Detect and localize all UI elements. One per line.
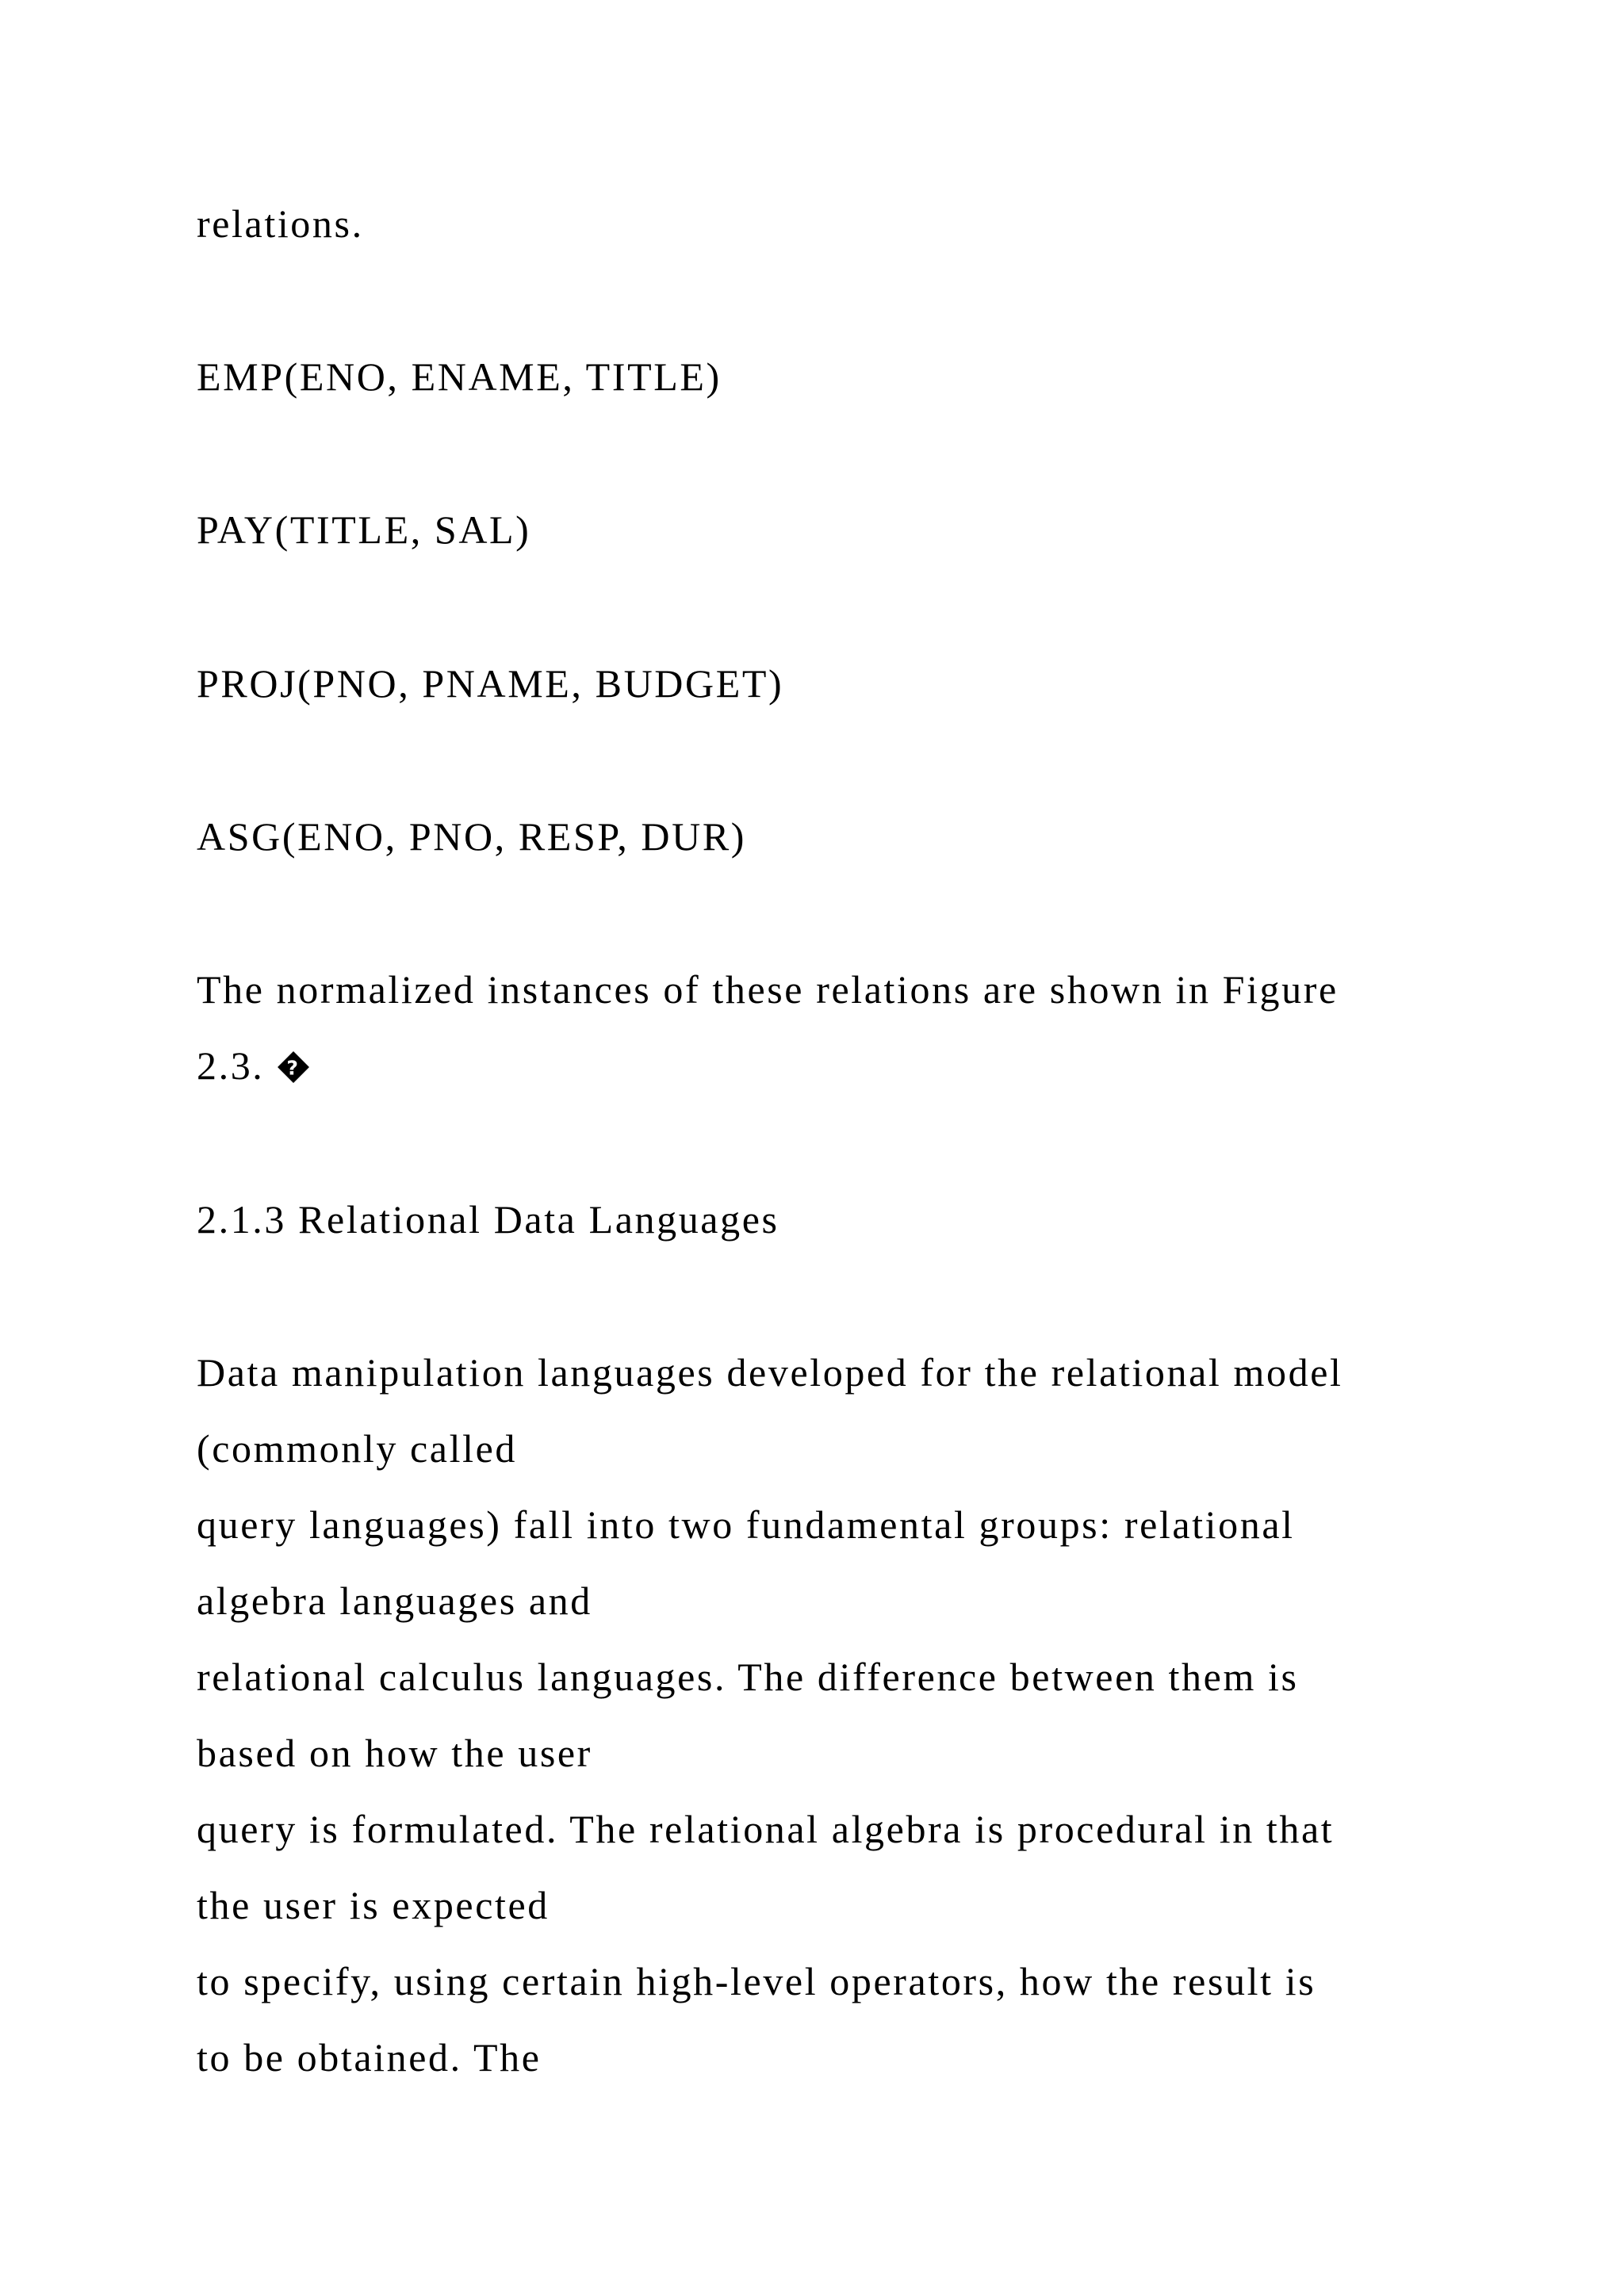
text-line: algebra languages and xyxy=(197,1578,592,1623)
text-line: the user is expected xyxy=(197,1883,550,1927)
text-line: to be obtained. The xyxy=(197,2035,542,2080)
text-span: 2.3. xyxy=(197,1043,277,1088)
replacement-character-icon xyxy=(277,1050,310,1084)
text-line: query is formulated. The relational algebra is procedural in that xyxy=(197,1807,1335,1851)
text-line-with-glyph xyxy=(197,1042,310,1089)
text-line: relations. xyxy=(197,201,364,246)
text-line: query languages) fall into two fundamental groups: relational xyxy=(197,1502,1295,1547)
svg-text:?: ? xyxy=(285,1056,301,1080)
schema-pay: PAY(TITLE, SAL) xyxy=(197,507,531,552)
schema-emp: EMP(ENO, ENAME, TITLE) xyxy=(197,354,722,399)
text-line: Data manipulation languages developed for the relational model xyxy=(197,1350,1343,1395)
text-line: based on how the user xyxy=(197,1731,592,1775)
text-line: relational calculus languages. The difference between them is xyxy=(197,1655,1299,1699)
text-line: to specify, using certain high-level operators, how the result is xyxy=(197,1959,1316,2003)
schema-proj: PROJ(PNO, PNAME, BUDGET) xyxy=(197,661,784,706)
section-heading: 2.1.3 Relational Data Languages xyxy=(197,1197,779,1242)
schema-asg: ASG(ENO, PNO, RESP, DUR) xyxy=(197,814,747,859)
text-line: The normalized instances of these relations are shown in Figure xyxy=(197,967,1339,1012)
text-line: (commonly called xyxy=(197,1426,517,1471)
